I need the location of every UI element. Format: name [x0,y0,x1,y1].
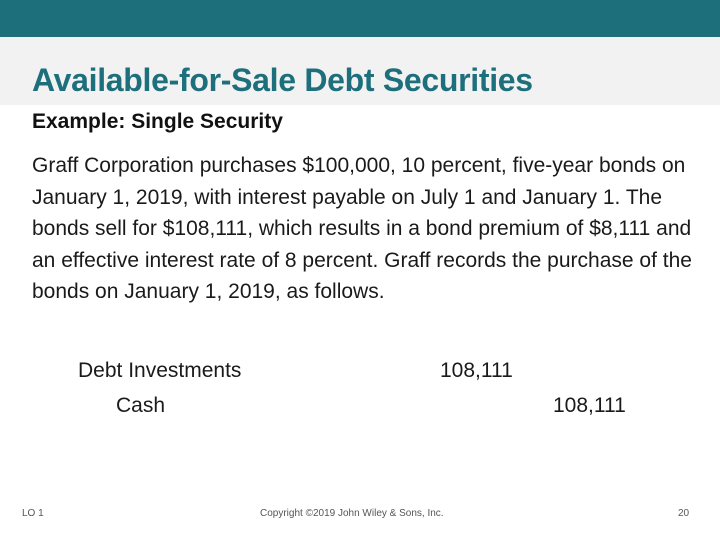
learning-objective-label: LO 1 [22,508,44,519]
header-bar [0,0,720,37]
page-number: 20 [678,508,690,519]
credit-amount: 108,111 [553,394,626,417]
credit-account: Cash [116,394,166,417]
slide-title: Available-for-Sale Debt Securities [32,62,533,98]
debit-amount: 108,111 [440,359,513,382]
copyright-notice: Copyright ©2019 John Wiley & Sons, Inc. [260,508,444,519]
debit-account: Debt Investments [78,359,242,382]
slide-subtitle: Example: Single Security [32,110,283,133]
body-paragraph: Graff Corporation purchases $100,000, 10 percent, five-year bonds on January 1, 2019, with interest payable on July 1 and January 1. The bonds sell for $108,111, which results in a bond premium of $8,111 and an effective interest rate of 8 percent. Graff records the purchase of the bonds on January 1, 2019, as follows. [32,154,692,303]
